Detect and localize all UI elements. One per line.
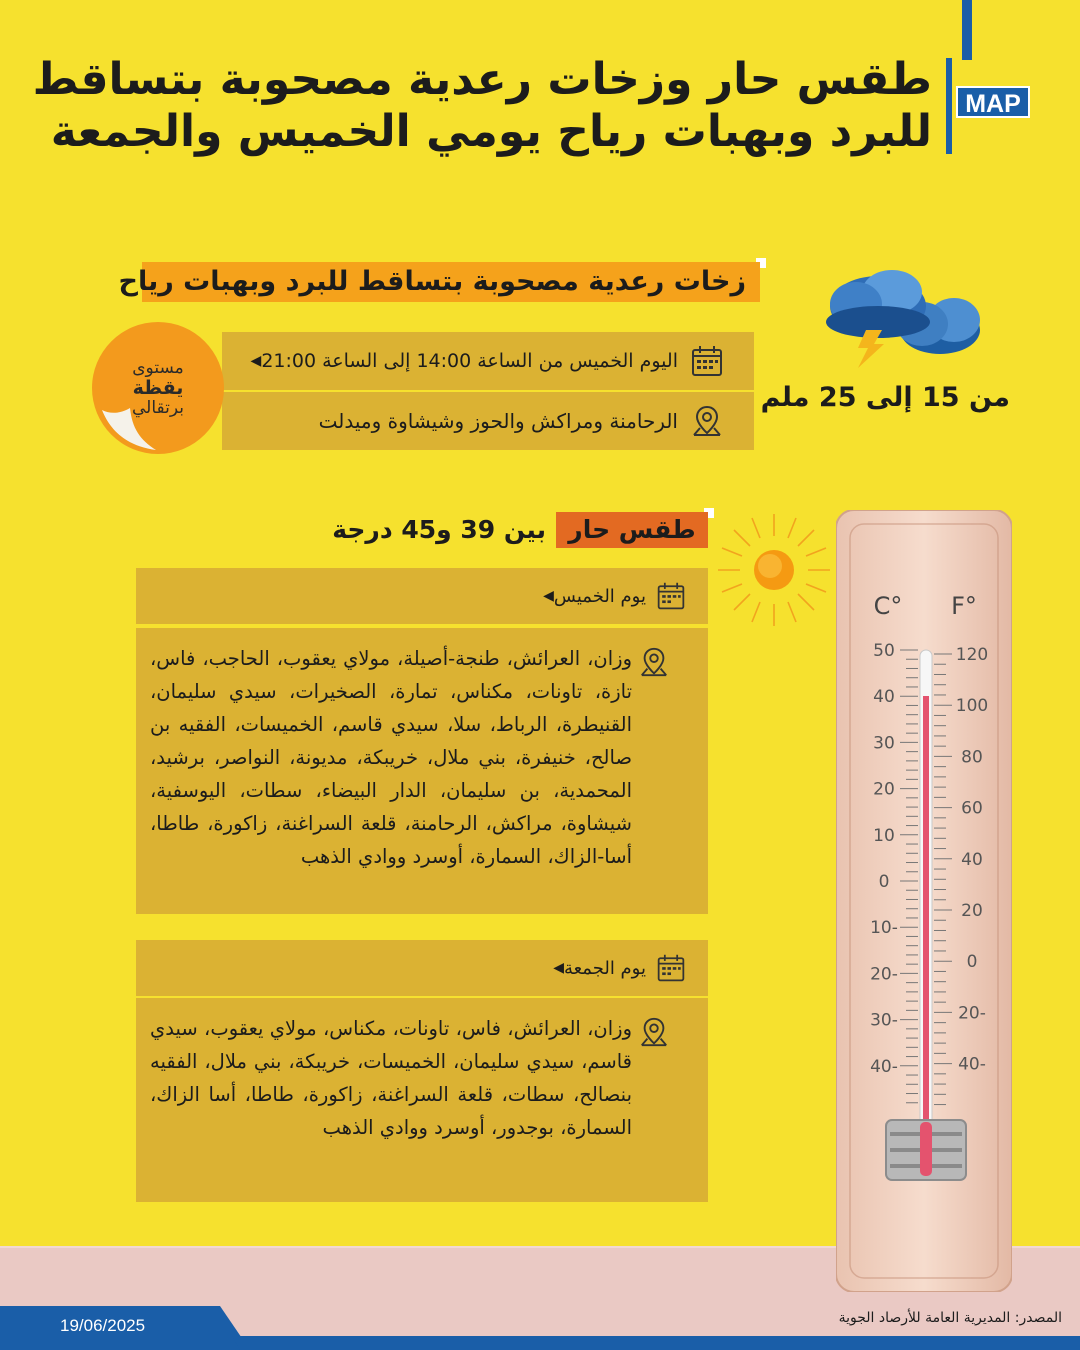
page-curl-icon (100, 400, 160, 454)
celsius-tick-label: 40 (873, 687, 895, 708)
alert-line-1: مستوى (132, 358, 184, 378)
celsius-tick-label: -30 (870, 1010, 898, 1031)
storm-heading: زخات رعدية مصحوبة بتساقط للبرد وبهبات رياح (142, 262, 760, 302)
storm-areas-text: الرحامنة ومراكش والحوز وشيشاوة وميدلت (318, 409, 678, 433)
calendar-icon (656, 953, 686, 983)
sun-icon (716, 512, 832, 628)
location-pin-icon (638, 1016, 670, 1048)
thursday-label: يوم الخميس (553, 585, 646, 607)
page-title-line-1: طقس حار وزخات رعدية مصحوبة بتساقط (32, 54, 932, 105)
arrow-left-icon: ◀ (553, 960, 564, 976)
arrow-left-icon: ◀ (250, 353, 262, 369)
logo-strip (962, 0, 972, 60)
fahrenheit-tick-label: 60 (961, 798, 983, 819)
fahrenheit-tick-label: 20 (961, 901, 983, 921)
page-title-line-2: للبرد وبهبات رياح يومي الخميس والجمعة (50, 106, 932, 157)
arrow-left-icon: ◀ (543, 588, 554, 604)
storm-areas-row (222, 392, 754, 450)
friday-cities: وزان، العرائش، فاس، تاونات، مكناس، مولاي يعقوب، سيدي قاسم، سيدي سليمان، الخميسات، خريبكة، بني ملال، الفقيه بنصالح، سطات، قلعة السراغنة، زاكورة، طاطا، أسا الزاك، السمارة، بوجدور، أوسرد ووادي الذهب (150, 1017, 632, 1139)
celsius-tick-label: -10 (870, 918, 898, 939)
fahrenheit-tick-label: 100 (955, 696, 989, 717)
alert-line-3: برتقالي (132, 398, 184, 418)
rain-amount: من 15 إلى 25 ملم (760, 382, 1010, 413)
celsius-tick-label: 10 (873, 825, 895, 846)
celsius-tick-label: 30 (873, 733, 895, 754)
title-accent-bar (946, 58, 952, 154)
calendar-icon (690, 344, 724, 378)
storm-time-row (222, 332, 754, 390)
friday-row (136, 940, 708, 996)
thursday-cities-box (136, 628, 708, 914)
fahrenheit-unit: °F (951, 592, 977, 620)
location-pin-icon (638, 646, 670, 678)
fahrenheit-tick-label: 40 (961, 849, 983, 870)
celsius-tick-label: 0 (878, 872, 890, 892)
celsius-tick-label: 50 (873, 641, 895, 661)
thursday-row (136, 568, 708, 624)
storm-cloud-icon (818, 264, 988, 374)
page-title (32, 54, 932, 158)
fahrenheit-tick-label: 0 (966, 952, 978, 973)
celsius-tick-label: -20 (870, 964, 898, 985)
calendar-icon (656, 581, 686, 611)
friday-label: يوم الجمعة (563, 957, 646, 979)
celsius-tick-label: 20 (873, 779, 895, 800)
storm-time-text: اليوم الخميس من الساعة 14:00 إلى الساعة 21:00 (261, 350, 678, 372)
map-logo: MAP (956, 86, 1030, 118)
fahrenheit-tick-label: 80 (961, 747, 983, 768)
thursday-cities: وزان، العرائش، طنجة-أصيلة، مولاي يعقوب، الحاجب، فاس، تازة، تاونات، مكناس، تمارة، الصخيرات، سيدي سليمان، القنيطرة، الرباط، سلا، سيدي قاسم، الخميسات، الفقيه بن صالح، خنيفرة، بني ملال، خريبكة، مديونة، النواصر، برشيد، المحمدية، بن سليمان، الدار البيضاء، سطات، اليوسفية، شيشاوة، مراكش، الرحامنة، قلعة السراغنة، زاكورة، طاطا، أسا-الزاك، السمارة، أوسرد ووادي الذهب (150, 647, 632, 868)
fahrenheit-tick-label: -40 (958, 1054, 986, 1075)
friday-cities-box (136, 998, 708, 1202)
footer-date: 19/06/2025 (60, 1316, 146, 1335)
celsius-tick-label: -40 (870, 1056, 898, 1077)
footer-source: المصدر: المديرية العامة للأرصاد الجوية (838, 1310, 1062, 1326)
location-pin-icon (690, 404, 724, 438)
thermometer-icon (836, 510, 1012, 1292)
alert-line-2: يقظة (132, 377, 184, 399)
celsius-unit: °C (873, 592, 903, 620)
heat-range: بين 39 و45 درجة (332, 515, 546, 544)
fahrenheit-tick-label: 120 (955, 645, 989, 665)
fahrenheit-tick-label: -20 (958, 1003, 986, 1024)
heat-heading: طقس حار (556, 512, 708, 548)
